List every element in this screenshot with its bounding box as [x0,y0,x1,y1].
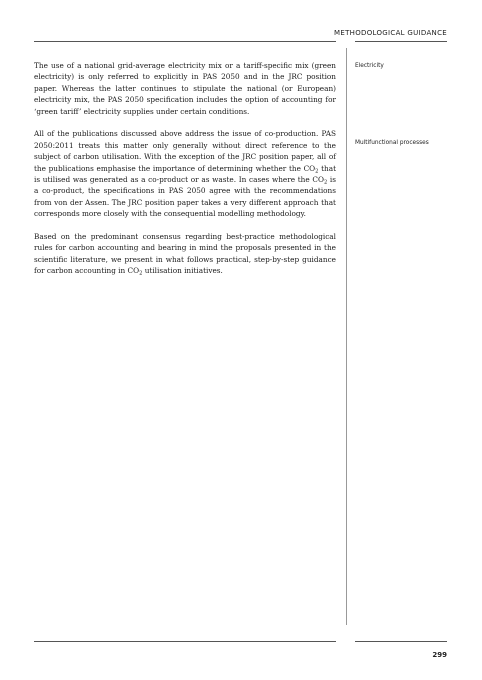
page-number: 299 [432,651,447,659]
header-rule-left [34,41,336,42]
header-title: METHODOLOGICAL GUIDANCE [334,29,447,37]
paragraph-electricity: The use of a national grid-average electricity mix or a tariff-specific mix (green electricity) is only referred to explicitly in PAS 2050 and in the JRC position paper. Whereas the latter continues to stipulate the national (or European) electricity mix, the PAS 2050 specification includes the option of accounting for ‘green tariff’ electricity supplies under certain conditions. [34,61,336,116]
column-divider [346,48,347,625]
margin-label-electricity: Electricity [355,63,384,69]
paragraph-multifunctional: All of the publications discussed above address the issue of co-production. PAS 2050:2011 treats this matter only generally without direct reference to the subject of carbon utilisation. With the exception of the JRC position paper, all of the publications emphasise the importance of determining whether the $CO_2$ that is utilised was generated as a co-product or as waste. In cases where the $CO_2$ is a co-product, the specifications in PAS 2050 agree with the recommendations from von der Assen. The JRC position paper takes a very different approach that corresponds more closely with the consequential modelling methodology. [34,129,337,219]
footer-rule-left [34,641,336,642]
paragraph-guidance: Based on the predominant consensus regarding best-practice methodological rules for carbon accounting and bearing in mind the proposals presented in the scientific literature, we present in what follows practical, step-by-step guidance for carbon accounting in $CO_2$ utilisation initiatives. [34,232,336,277]
footer-rule-right [355,641,447,642]
main-text-column [34,60,336,288]
header-rule-right [355,41,447,42]
margin-label-multifunctional: Multifunctional processes [355,140,429,146]
